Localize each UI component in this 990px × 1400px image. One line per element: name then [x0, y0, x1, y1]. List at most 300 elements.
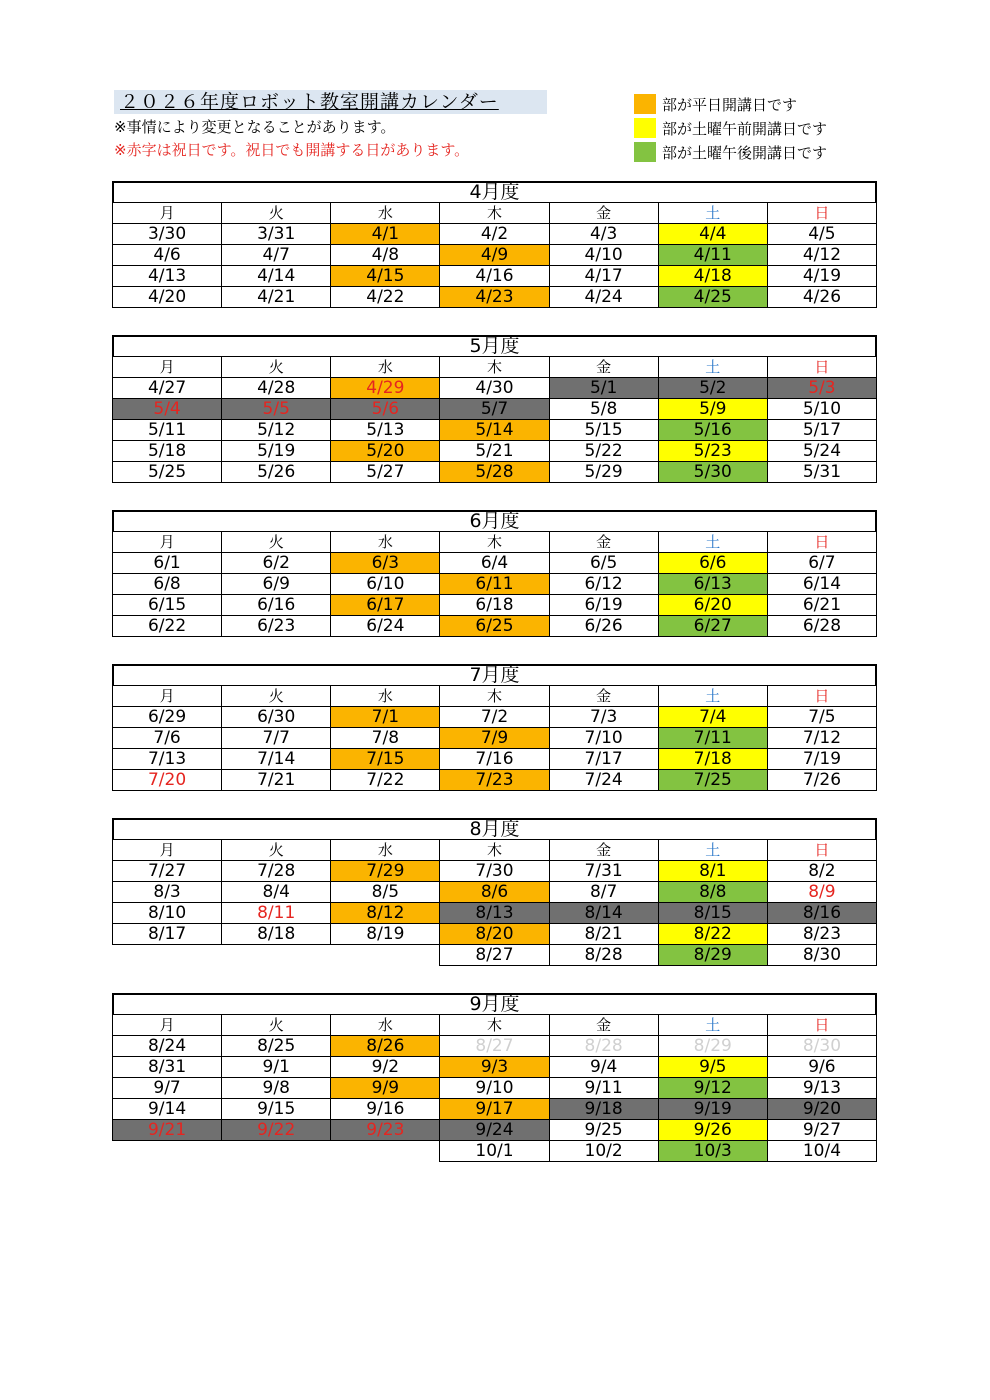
week-row [113, 399, 877, 420]
date-cell: 6/17 [331, 595, 440, 616]
legend-swatch-orange [634, 94, 656, 114]
weekday-header-row [113, 1015, 877, 1036]
date-cell: 7/12 [767, 728, 876, 749]
date-cell: 9/6 [767, 1057, 876, 1078]
weekday-header: 木 [440, 357, 549, 378]
date-cell: 6/13 [658, 574, 767, 595]
date-cell: 5/16 [658, 420, 767, 441]
date-cell: 8/26 [331, 1036, 440, 1057]
date-cell: 7/8 [331, 728, 440, 749]
date-cell: 4/12 [767, 245, 876, 266]
weekday-header: 水 [331, 686, 440, 707]
weekday-header-row [113, 532, 877, 553]
date-cell: 5/24 [767, 441, 876, 462]
date-cell: 7/24 [549, 770, 658, 791]
legend-swatch-yellow [634, 118, 656, 138]
date-cell: 6/7 [767, 553, 876, 574]
date-cell: 5/3 [767, 378, 876, 399]
date-cell: 9/22 [222, 1120, 331, 1141]
date-cell: 5/22 [549, 441, 658, 462]
date-cell: 7/10 [549, 728, 658, 749]
date-cell: 8/24 [113, 1036, 222, 1057]
weekday-header: 火 [222, 357, 331, 378]
week-row [113, 1036, 877, 1057]
month-title: 7月度 [112, 664, 877, 685]
date-cell: 4/19 [767, 266, 876, 287]
week-row [113, 266, 877, 287]
date-cell: 7/16 [440, 749, 549, 770]
date-cell: 7/9 [440, 728, 549, 749]
date-cell: 8/14 [549, 903, 658, 924]
weekday-header: 木 [440, 532, 549, 553]
month-title: 4月度 [112, 181, 877, 202]
weekday-header: 金 [549, 1015, 658, 1036]
date-cell: 6/4 [440, 553, 549, 574]
date-cell: 9/11 [549, 1078, 658, 1099]
date-cell: 7/17 [549, 749, 658, 770]
date-cell: 7/30 [440, 861, 549, 882]
date-cell: 6/20 [658, 595, 767, 616]
month-calendar [112, 335, 877, 483]
date-cell: 7/7 [222, 728, 331, 749]
weekday-header: 金 [549, 532, 658, 553]
date-cell: 9/5 [658, 1057, 767, 1078]
week-row [113, 882, 877, 903]
date-cell: 8/29 [658, 945, 767, 966]
weekday-header-row [113, 203, 877, 224]
date-cell: 4/22 [331, 287, 440, 308]
week-row [113, 861, 877, 882]
weekday-header: 金 [549, 203, 658, 224]
date-cell: 9/3 [440, 1057, 549, 1078]
date-cell: 9/24 [440, 1120, 549, 1141]
date-cell: 5/29 [549, 462, 658, 483]
empty-cell [331, 945, 440, 966]
date-cell: 7/4 [658, 707, 767, 728]
weekday-header: 木 [440, 840, 549, 861]
date-cell: 4/17 [549, 266, 658, 287]
week-row [113, 924, 877, 945]
date-cell: 4/10 [549, 245, 658, 266]
date-cell: 5/26 [222, 462, 331, 483]
date-cell: 6/2 [222, 553, 331, 574]
date-cell: 5/18 [113, 441, 222, 462]
week-row [113, 462, 877, 483]
date-cell: 6/25 [440, 616, 549, 637]
week-row [113, 1099, 877, 1120]
weekday-header: 水 [331, 532, 440, 553]
date-cell: 8/9 [767, 882, 876, 903]
weekday-header: 土 [658, 203, 767, 224]
date-cell: 8/7 [549, 882, 658, 903]
legend-weekday [634, 92, 827, 116]
date-cell: 5/30 [658, 462, 767, 483]
date-cell: 4/5 [767, 224, 876, 245]
legend-saturday-pm [634, 140, 827, 164]
weekday-header: 月 [113, 357, 222, 378]
date-cell: 4/13 [113, 266, 222, 287]
weekday-header: 水 [331, 203, 440, 224]
date-cell: 4/14 [222, 266, 331, 287]
month-grid [112, 839, 877, 966]
date-cell: 4/11 [658, 245, 767, 266]
weekday-header: 水 [331, 1015, 440, 1036]
date-cell: 7/18 [658, 749, 767, 770]
date-cell: 4/1 [331, 224, 440, 245]
date-cell: 9/1 [222, 1057, 331, 1078]
date-cell: 7/20 [113, 770, 222, 791]
date-cell: 9/25 [549, 1120, 658, 1141]
date-cell: 7/28 [222, 861, 331, 882]
date-cell: 5/4 [113, 399, 222, 420]
date-cell: 6/15 [113, 595, 222, 616]
date-cell: 8/27 [440, 945, 549, 966]
date-cell: 8/10 [113, 903, 222, 924]
legend-swatch-green [634, 142, 656, 162]
legend-label: 部が土曜午前開講日です [662, 119, 828, 138]
week-row [113, 770, 877, 791]
week-row [113, 553, 877, 574]
date-cell: 6/14 [767, 574, 876, 595]
date-cell: 4/26 [767, 287, 876, 308]
date-cell: 8/23 [767, 924, 876, 945]
weekday-header-row [113, 840, 877, 861]
date-cell: 6/6 [658, 553, 767, 574]
date-cell: 7/25 [658, 770, 767, 791]
date-cell: 5/28 [440, 462, 549, 483]
date-cell: 8/15 [658, 903, 767, 924]
date-cell: 5/17 [767, 420, 876, 441]
weekday-header: 月 [113, 203, 222, 224]
date-cell: 8/5 [331, 882, 440, 903]
date-cell: 5/6 [331, 399, 440, 420]
month-title: 8月度 [112, 818, 877, 839]
weekday-header: 木 [440, 1015, 549, 1036]
date-cell: 10/3 [658, 1141, 767, 1162]
date-cell: 9/15 [222, 1099, 331, 1120]
week-row [113, 616, 877, 637]
week-row [113, 728, 877, 749]
date-cell: 7/31 [549, 861, 658, 882]
date-cell: 4/15 [331, 266, 440, 287]
date-cell: 5/15 [549, 420, 658, 441]
month-grid [112, 356, 877, 483]
empty-cell [331, 1141, 440, 1162]
date-cell: 9/23 [331, 1120, 440, 1141]
week-row [113, 595, 877, 616]
month-calendar [112, 181, 877, 308]
weekday-header: 火 [222, 532, 331, 553]
week-row [113, 224, 877, 245]
page-title [114, 90, 547, 114]
date-cell: 10/1 [440, 1141, 549, 1162]
week-row [113, 707, 877, 728]
date-cell: 9/14 [113, 1099, 222, 1120]
date-cell: 8/27 [440, 1036, 549, 1057]
date-cell: 8/25 [222, 1036, 331, 1057]
month-title: 9月度 [112, 993, 877, 1014]
date-cell: 5/8 [549, 399, 658, 420]
date-cell: 6/3 [331, 553, 440, 574]
date-cell: 5/7 [440, 399, 549, 420]
weekday-header-row [113, 357, 877, 378]
date-cell: 6/9 [222, 574, 331, 595]
weekday-header: 月 [113, 532, 222, 553]
date-cell: 5/11 [113, 420, 222, 441]
weekday-header: 水 [331, 840, 440, 861]
legend-label: 部が平日開講日です [662, 95, 798, 114]
week-row [113, 1057, 877, 1078]
week-row [113, 574, 877, 595]
date-cell: 9/12 [658, 1078, 767, 1099]
date-cell: 6/21 [767, 595, 876, 616]
date-cell: 9/10 [440, 1078, 549, 1099]
date-cell: 4/3 [549, 224, 658, 245]
date-cell: 9/2 [331, 1057, 440, 1078]
date-cell: 4/18 [658, 266, 767, 287]
date-cell: 8/31 [113, 1057, 222, 1078]
date-cell: 8/30 [767, 945, 876, 966]
date-cell: 6/23 [222, 616, 331, 637]
week-row [113, 945, 877, 966]
date-cell: 9/17 [440, 1099, 549, 1120]
week-row [113, 903, 877, 924]
date-cell: 8/20 [440, 924, 549, 945]
weekday-header: 火 [222, 686, 331, 707]
weekday-header: 土 [658, 532, 767, 553]
weekday-header: 木 [440, 203, 549, 224]
date-cell: 7/27 [113, 861, 222, 882]
date-cell: 7/3 [549, 707, 658, 728]
week-row [113, 287, 877, 308]
week-row [113, 749, 877, 770]
date-cell: 5/14 [440, 420, 549, 441]
date-cell: 6/1 [113, 553, 222, 574]
date-cell: 4/6 [113, 245, 222, 266]
date-cell: 9/13 [767, 1078, 876, 1099]
date-cell: 7/5 [767, 707, 876, 728]
date-cell: 7/21 [222, 770, 331, 791]
date-cell: 6/22 [113, 616, 222, 637]
date-cell: 6/16 [222, 595, 331, 616]
date-cell: 8/21 [549, 924, 658, 945]
weekday-header: 金 [549, 357, 658, 378]
date-cell: 5/23 [658, 441, 767, 462]
month-grid [112, 685, 877, 791]
date-cell: 4/23 [440, 287, 549, 308]
date-cell: 6/18 [440, 595, 549, 616]
week-row [113, 420, 877, 441]
date-cell: 4/21 [222, 287, 331, 308]
date-cell: 7/2 [440, 707, 549, 728]
weekday-header: 金 [549, 686, 658, 707]
week-row [113, 1120, 877, 1141]
date-cell: 5/13 [331, 420, 440, 441]
date-cell: 8/8 [658, 882, 767, 903]
week-row [113, 441, 877, 462]
date-cell: 9/21 [113, 1120, 222, 1141]
date-cell: 4/28 [222, 378, 331, 399]
legend [634, 92, 827, 164]
date-cell: 8/28 [549, 1036, 658, 1057]
date-cell: 4/20 [113, 287, 222, 308]
date-cell: 6/26 [549, 616, 658, 637]
date-cell: 9/27 [767, 1120, 876, 1141]
month-grid [112, 1014, 877, 1162]
date-cell: 9/19 [658, 1099, 767, 1120]
date-cell: 9/4 [549, 1057, 658, 1078]
date-cell: 4/4 [658, 224, 767, 245]
month-grid [112, 531, 877, 637]
weekday-header: 水 [331, 357, 440, 378]
date-cell: 6/30 [222, 707, 331, 728]
weekday-header: 土 [658, 840, 767, 861]
week-row [113, 1141, 877, 1162]
date-cell: 8/12 [331, 903, 440, 924]
date-cell: 4/27 [113, 378, 222, 399]
date-cell: 3/31 [222, 224, 331, 245]
month-title: 5月度 [112, 335, 877, 356]
date-cell: 6/28 [767, 616, 876, 637]
month-calendar [112, 993, 877, 1162]
date-cell: 4/29 [331, 378, 440, 399]
weekday-header: 土 [658, 1015, 767, 1036]
weekday-header: 火 [222, 1015, 331, 1036]
date-cell: 5/31 [767, 462, 876, 483]
change-notice: ※事情により変更となることがあります。 [114, 118, 396, 136]
weekday-header-row [113, 686, 877, 707]
date-cell: 5/21 [440, 441, 549, 462]
weekday-header: 月 [113, 686, 222, 707]
date-cell: 7/23 [440, 770, 549, 791]
date-cell: 7/13 [113, 749, 222, 770]
weekday-header: 火 [222, 203, 331, 224]
weekday-header: 日 [767, 532, 876, 553]
empty-cell [113, 1141, 222, 1162]
date-cell: 7/11 [658, 728, 767, 749]
date-cell: 5/5 [222, 399, 331, 420]
date-cell: 8/29 [658, 1036, 767, 1057]
date-cell: 6/19 [549, 595, 658, 616]
date-cell: 4/7 [222, 245, 331, 266]
date-cell: 4/16 [440, 266, 549, 287]
weekday-header: 日 [767, 840, 876, 861]
date-cell: 9/20 [767, 1099, 876, 1120]
date-cell: 6/5 [549, 553, 658, 574]
date-cell: 7/29 [331, 861, 440, 882]
weekday-header: 日 [767, 357, 876, 378]
date-cell: 6/24 [331, 616, 440, 637]
date-cell: 8/11 [222, 903, 331, 924]
date-cell: 10/2 [549, 1141, 658, 1162]
weekday-header: 日 [767, 1015, 876, 1036]
date-cell: 8/17 [113, 924, 222, 945]
date-cell: 4/30 [440, 378, 549, 399]
date-cell: 6/29 [113, 707, 222, 728]
date-cell: 7/26 [767, 770, 876, 791]
legend-saturday-am [634, 116, 827, 140]
weekday-header: 火 [222, 840, 331, 861]
date-cell: 3/30 [113, 224, 222, 245]
date-cell: 8/30 [767, 1036, 876, 1057]
date-cell: 5/2 [658, 378, 767, 399]
date-cell: 5/27 [331, 462, 440, 483]
week-row [113, 378, 877, 399]
date-cell: 7/19 [767, 749, 876, 770]
date-cell: 4/24 [549, 287, 658, 308]
date-cell: 7/22 [331, 770, 440, 791]
week-row [113, 1078, 877, 1099]
empty-cell [222, 1141, 331, 1162]
date-cell: 8/13 [440, 903, 549, 924]
date-cell: 5/1 [549, 378, 658, 399]
weekday-header: 日 [767, 203, 876, 224]
date-cell: 8/3 [113, 882, 222, 903]
date-cell: 6/27 [658, 616, 767, 637]
empty-cell [113, 945, 222, 966]
empty-cell [222, 945, 331, 966]
date-cell: 8/19 [331, 924, 440, 945]
date-cell: 9/26 [658, 1120, 767, 1141]
date-cell: 7/6 [113, 728, 222, 749]
date-cell: 8/22 [658, 924, 767, 945]
weekday-header: 金 [549, 840, 658, 861]
date-cell: 8/6 [440, 882, 549, 903]
holiday-notice: ※赤字は祝日です。祝日でも開講する日があります。 [114, 141, 470, 159]
date-cell: 5/20 [331, 441, 440, 462]
weekday-header: 土 [658, 686, 767, 707]
weekday-header: 月 [113, 840, 222, 861]
date-cell: 4/25 [658, 287, 767, 308]
weekday-header: 土 [658, 357, 767, 378]
date-cell: 5/10 [767, 399, 876, 420]
date-cell: 5/12 [222, 420, 331, 441]
date-cell: 7/15 [331, 749, 440, 770]
date-cell: 5/25 [113, 462, 222, 483]
month-title: 6月度 [112, 510, 877, 531]
date-cell: 9/16 [331, 1099, 440, 1120]
date-cell: 8/4 [222, 882, 331, 903]
date-cell: 8/2 [767, 861, 876, 882]
date-cell: 6/12 [549, 574, 658, 595]
weekday-header: 月 [113, 1015, 222, 1036]
month-calendar [112, 510, 877, 637]
date-cell: 7/14 [222, 749, 331, 770]
week-row [113, 245, 877, 266]
date-cell: 9/7 [113, 1078, 222, 1099]
date-cell: 5/9 [658, 399, 767, 420]
date-cell: 5/19 [222, 441, 331, 462]
date-cell: 8/1 [658, 861, 767, 882]
date-cell: 4/8 [331, 245, 440, 266]
legend-label: 部が土曜午後開講日です [662, 143, 828, 162]
date-cell: 4/9 [440, 245, 549, 266]
date-cell: 8/18 [222, 924, 331, 945]
date-cell: 6/10 [331, 574, 440, 595]
date-cell: 6/8 [113, 574, 222, 595]
date-cell: 10/4 [767, 1141, 876, 1162]
date-cell: 8/16 [767, 903, 876, 924]
date-cell: 9/8 [222, 1078, 331, 1099]
date-cell: 9/9 [331, 1078, 440, 1099]
month-calendar [112, 664, 877, 791]
date-cell: 4/2 [440, 224, 549, 245]
date-cell: 6/11 [440, 574, 549, 595]
page-title-text: ２０２６年度ロボット教室開講カレンダー [120, 91, 499, 113]
date-cell: 7/1 [331, 707, 440, 728]
date-cell: 9/18 [549, 1099, 658, 1120]
weekday-header: 木 [440, 686, 549, 707]
